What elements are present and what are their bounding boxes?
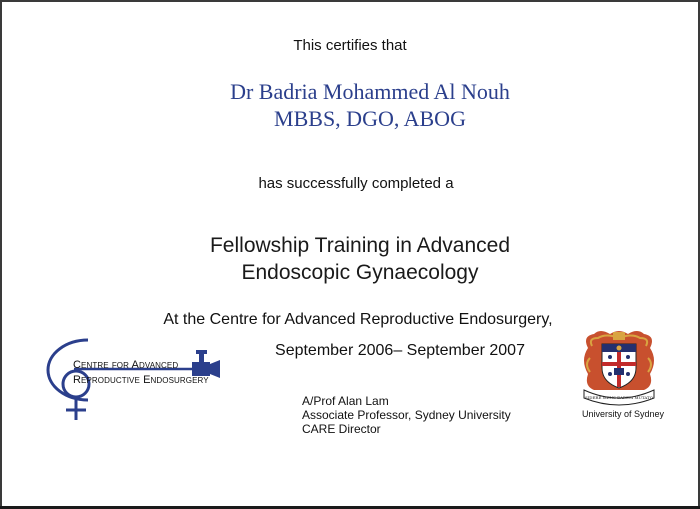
university-of-sydney-crest-icon — [580, 328, 658, 406]
course-title-line2: Endoscopic Gynaecology — [241, 261, 479, 284]
location-text: At the Centre for Advanced Reproductive Endosurgery, — [163, 311, 553, 328]
recipient-qualifications: MBBS, DGO, ABOG — [274, 106, 466, 131]
recipient-name: Dr Badria Mohammed Al Nouh — [230, 79, 510, 104]
signatory-title: Associate Professor, Sydney University — [302, 408, 511, 422]
course-title-line1: Fellowship Training in Advanced — [209, 234, 510, 257]
care-logo-line2: Reproductive Endosurgery — [73, 374, 209, 386]
university-label: University of Sydney — [581, 409, 665, 419]
page-edge-left — [0, 0, 2, 509]
certifies-text: This certifies that — [293, 37, 407, 54]
signatory-name: A/Prof Alan Lam — [302, 394, 389, 408]
care-logo-line1: Centre for Advanced — [73, 359, 179, 371]
page-edge-top — [0, 0, 700, 2]
completed-text: has successfully completed a — [258, 175, 454, 192]
dates-text: September 2006– September 2007 — [275, 342, 525, 359]
svg-text:SIDERE MENS EADEM MUTATO: SIDERE MENS EADEM MUTATO — [584, 395, 654, 400]
signatory-role: CARE Director — [302, 422, 381, 436]
